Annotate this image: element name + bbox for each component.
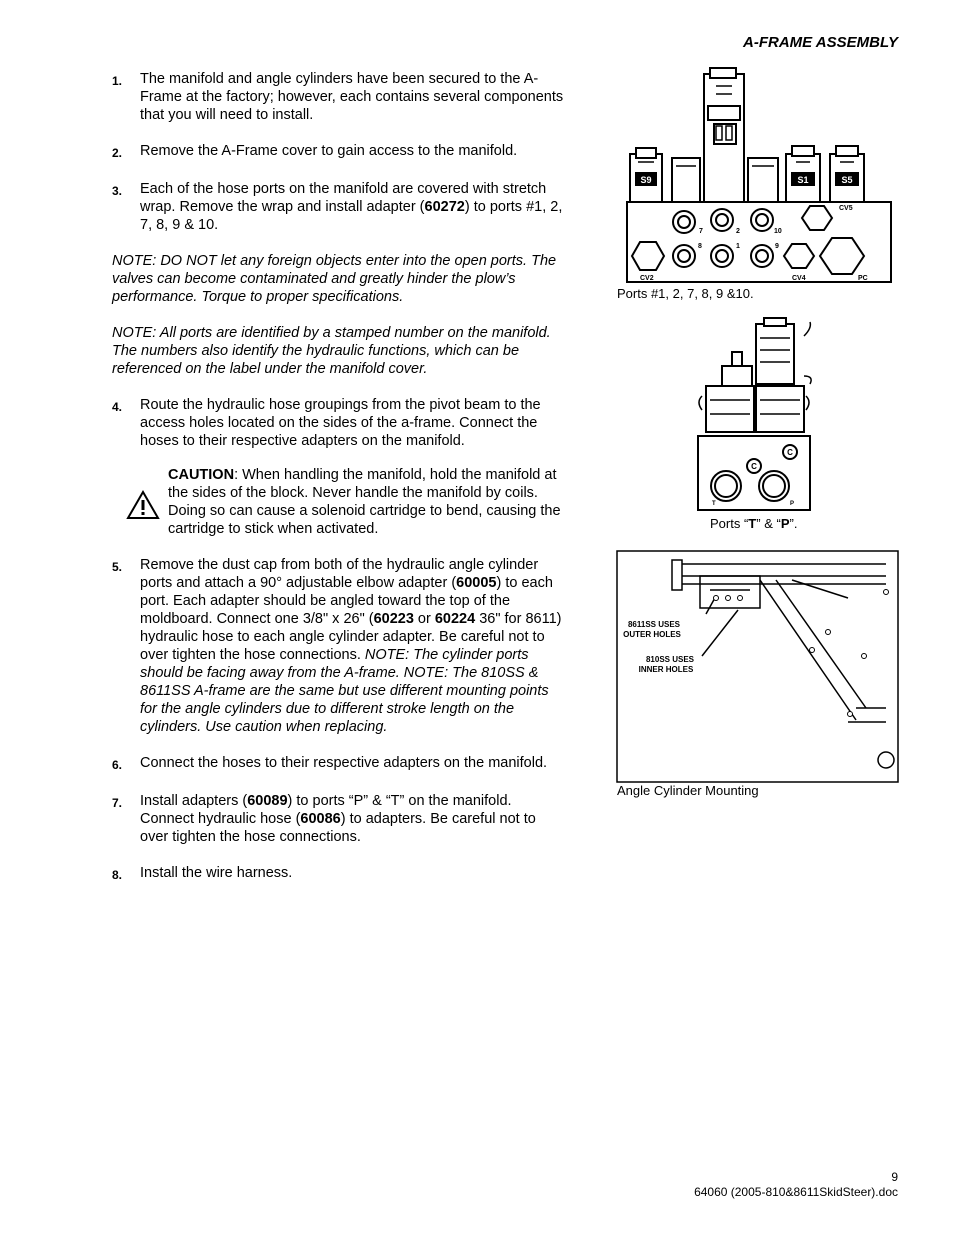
step-text: The manifold and angle cylinders have been secured to the A-Frame at the factory; however, each contains several components that you will need to install. xyxy=(140,71,564,123)
step-text: Route the hydraulic hose groupings from the pivot beam to the access holes located on the sides of the a-frame. Connect the hoses to their respective adapters on the manifold. xyxy=(140,397,541,449)
figure-1-caption: Ports #1, 2, 7, 8, 9 &10. xyxy=(617,286,754,301)
figure-2-caption: Ports “T” & “P”. xyxy=(710,516,798,531)
note-port-identification: NOTE: All ports are identified by a stamped number on the manifold. The numbers also identify the hydraulic functions, which can be referenced on the label under the manifold cover. xyxy=(112,325,551,377)
label-port-8: 8 xyxy=(698,243,702,250)
label-s9: S9 xyxy=(640,175,652,185)
step-5 xyxy=(112,556,564,736)
label-inner-holes-1: 810SS USES xyxy=(645,655,695,664)
label-c-left: C xyxy=(751,462,757,471)
label-outer-holes-2: OUTER HOLES xyxy=(623,630,681,639)
manifold-tp-ports-figure xyxy=(692,316,816,512)
label-pc: PC xyxy=(858,275,868,282)
instructions-column xyxy=(112,70,564,902)
label-port-10: 10 xyxy=(774,228,782,235)
note-foreign-objects: NOTE: DO NOT let any foreign objects enter into the open ports. The valves can become contaminated and greatly hinder the plow’s performance. Torque to proper specifications. xyxy=(112,253,557,305)
step-text: Install adapters (60089) to ports “P” & “T” on the manifold. Connect hydraulic hose (60086) to adapters. Be careful not to over tighten the hose connections. xyxy=(140,793,536,845)
step-3 xyxy=(112,180,564,234)
label-port-9: 9 xyxy=(775,243,779,250)
step-2 xyxy=(112,142,564,162)
caution-label: CAUTION xyxy=(168,467,235,483)
label-c-right: C xyxy=(787,448,793,457)
document-filename: 64060 (2005-810&8611SkidSteer).doc xyxy=(694,1185,898,1199)
step-number: 3. xyxy=(112,184,123,198)
label-s1: S1 xyxy=(797,175,809,185)
step-text: Remove the dust cap from both of the hydraulic angle cylinder ports and attach a 90° adjustable elbow adapter (60005) to each port. Each adapter should be angled toward the top of the moldboard. Connect one 3/8" x 26" (60223 or 60224 36" for 8611) hydraulic hose to each angle cylinder adapter. Be careful not to over tighten the hose connections. NOTE: The cylinder ports should be facing away from the A-frame. NOTE: The 810SS & 8611SS A-frame are the same but use different mounting points for the angle cylinders due to different stroke length on the cylinders. Use caution when replacing. xyxy=(140,557,562,735)
figure-3-caption: Angle Cylinder Mounting xyxy=(617,783,759,798)
step-text: Install the wire harness. xyxy=(140,865,293,881)
part-number: 60005 xyxy=(456,575,497,591)
inline-note: NOTE: The cylinder ports should be facing away from the A-frame. NOTE: The 810SS & 8611SS A-frame are the same but use different mounting points for the angle cylinders due to different stroke length on the cylinders. Use caution when replacing. xyxy=(140,647,549,735)
part-number: 60086 xyxy=(300,811,341,827)
step-text: Remove the A-Frame cover to gain access to the manifold. xyxy=(140,143,518,159)
step-text: Connect the hoses to their respective adapters on the manifold. xyxy=(140,755,548,771)
angle-cylinder-mounting-figure xyxy=(616,550,900,784)
label-inner-holes-2: INNER HOLES xyxy=(638,665,694,674)
label-port-1: 1 xyxy=(736,243,740,250)
label-port-2: 2 xyxy=(736,228,740,235)
label-s5: S5 xyxy=(841,175,853,185)
step-number: 5. xyxy=(112,560,123,574)
label-outer-holes-1: 8611SS USES xyxy=(627,620,681,629)
part-number: 60223 xyxy=(373,611,414,627)
part-number: 60224 xyxy=(434,611,476,627)
step-number: 7. xyxy=(112,796,123,810)
step-text: Each of the hose ports on the manifold are covered with stretch wrap. Remove the wrap and install adapter (60272) to ports #1, 2, 7, 8, 9 & 10. xyxy=(140,181,563,233)
label-cv4: CV4 xyxy=(792,275,806,282)
part-number: 60272 xyxy=(424,199,465,215)
label-port-7: 7 xyxy=(699,228,703,235)
step-1 xyxy=(112,70,564,124)
step-8 xyxy=(112,864,564,884)
caution-text: CAUTION: When handling the manifold, hold the manifold at the sides of the block. Never handle the manifold by coils. Doing so can cause a solenoid cartridge to bend, causing the cartridge to stick when activated. xyxy=(168,467,561,537)
step-number: 8. xyxy=(112,868,123,882)
page-header: A-FRAME ASSEMBLY xyxy=(743,34,898,51)
page-number: 9 xyxy=(891,1170,898,1184)
label-p: P xyxy=(790,501,795,507)
page-footer xyxy=(694,1170,898,1200)
step-number: 6. xyxy=(112,758,123,772)
step-7 xyxy=(112,792,564,846)
step-number: 1. xyxy=(112,74,123,88)
warning-icon xyxy=(126,466,168,538)
part-number: 60089 xyxy=(247,793,288,809)
label-t: T xyxy=(712,501,716,507)
label-cv5: CV5 xyxy=(839,205,853,212)
caution-block xyxy=(126,466,564,538)
label-cv2: CV2 xyxy=(640,275,654,282)
step-number: 2. xyxy=(112,146,123,160)
step-6 xyxy=(112,754,564,774)
manifold-ports-figure xyxy=(624,66,896,286)
step-4 xyxy=(112,396,564,450)
step-number: 4. xyxy=(112,400,123,414)
